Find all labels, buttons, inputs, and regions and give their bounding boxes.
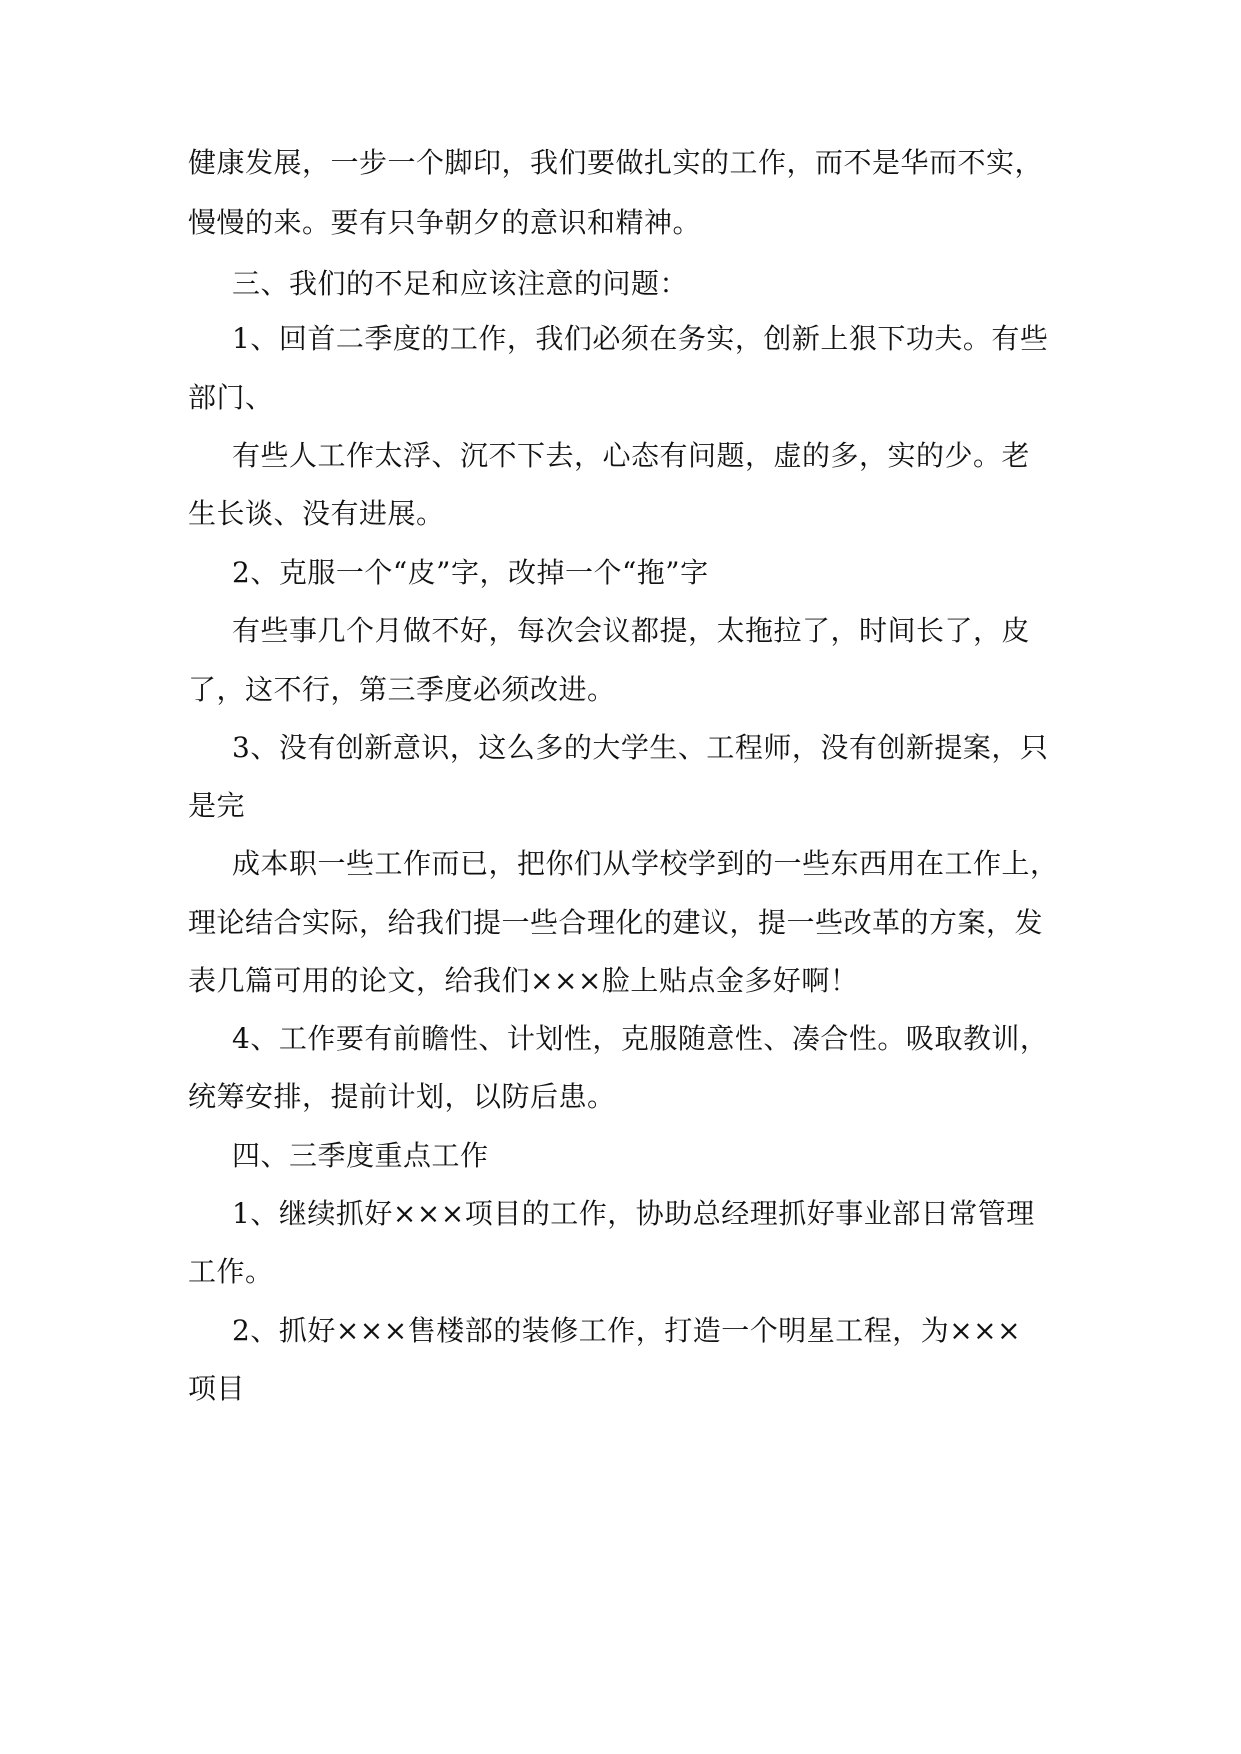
text-line: 2、抓好×××售楼部的装修工作，打造一个明星工程，为××× xyxy=(232,1314,1022,1347)
text-line: 慢慢的来。要有只争朝夕的意识和精神。 xyxy=(188,206,702,239)
section-heading: 三、我们的不足和应该注意的问题： xyxy=(232,267,689,300)
text-line: 是完 xyxy=(188,789,246,822)
text-line: 生长谈、没有进展。 xyxy=(188,497,445,530)
text-line: 健康发展，一步一个脚印，我们要做扎实的工作，而不是华而不实， xyxy=(188,146,1044,179)
text-line: 成本职一些工作而已，把你们从学校学到的一些东西用在工作上， xyxy=(232,847,1059,880)
text-line: 1、继续抓好×××项目的工作，协助总经理抓好事业部日常管理 xyxy=(232,1197,1035,1230)
text-line: 有些事几个月做不好，每次会议都提，太拖拉了，时间长了，皮 xyxy=(232,614,1031,647)
text-line: 有些人工作太浮、沉不下去，心态有问题，虚的多，实的少。老 xyxy=(232,439,1031,472)
text-line: 3、没有创新意识，这么多的大学生、工程师，没有创新提案，只 xyxy=(232,731,1049,764)
text-line: 理论结合实际，给我们提一些合理化的建议，提一些改革的方案，发 xyxy=(188,906,1044,939)
text-line: 项目 xyxy=(188,1372,246,1405)
text-line: 统筹安排，提前计划，以防后患。 xyxy=(188,1080,616,1113)
text-line: 工作。 xyxy=(188,1255,274,1288)
text-line: 1、回首二季度的工作，我们必须在务实，创新上狠下功夫。有些 xyxy=(232,322,1049,355)
text-line: 表几篇可用的论文，给我们×××脸上贴点金多好啊！ xyxy=(188,964,859,997)
text-line: 了，这不行，第三季度必须改进。 xyxy=(188,673,616,706)
section-heading: 四、三季度重点工作 xyxy=(232,1139,489,1172)
text-line: 2、克服一个“皮”字，改掉一个“拖”字 xyxy=(232,556,709,589)
text-line: 部门、 xyxy=(188,381,274,414)
text-line: 4、工作要有前瞻性、计划性，克服随意性、凑合性。吸取教训， xyxy=(232,1022,1049,1055)
